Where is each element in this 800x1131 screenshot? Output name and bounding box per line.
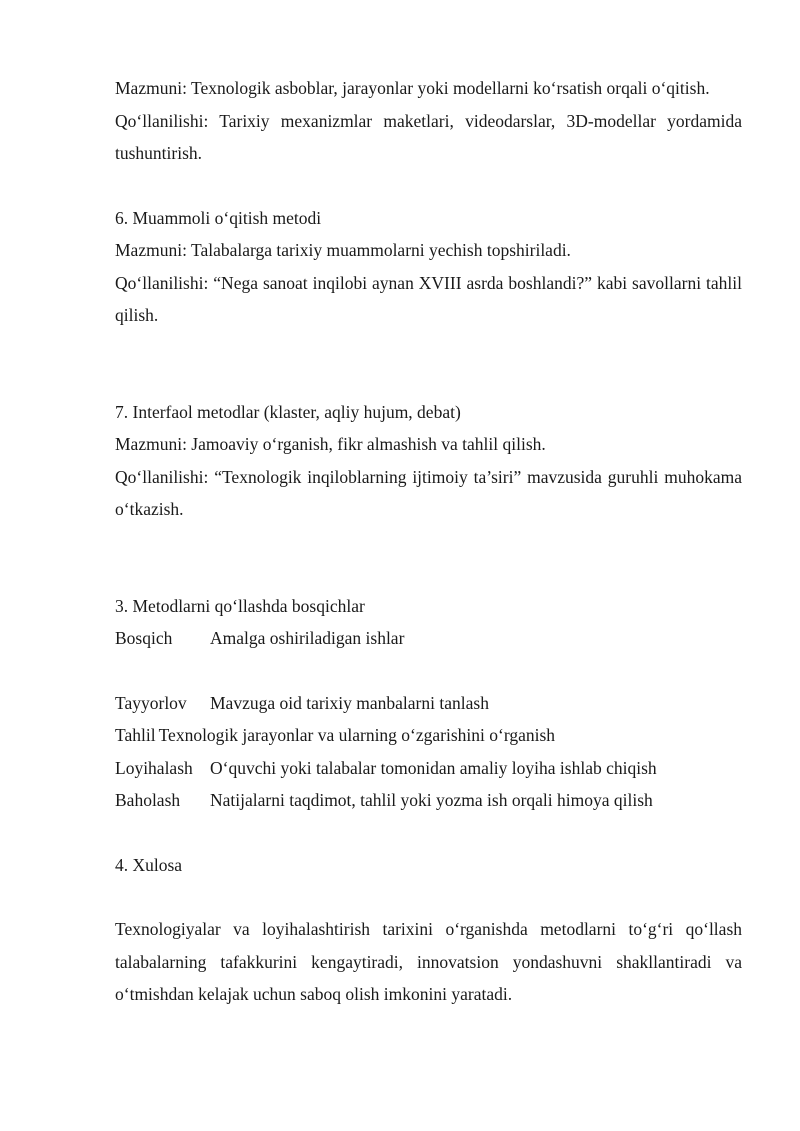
spacer [115, 881, 742, 913]
section6-content: Mazmuni: Talabalarga tarixiy muammolarni yechish topshiriladi. [115, 240, 571, 260]
stages-heading: 3. Metodlarni qo‘llashda bosqichlar [115, 595, 365, 616]
stage-work: Mavzuga oid tarixiy manbalarni tanlash [210, 692, 489, 713]
spacer [115, 526, 742, 590]
conclusion-text: Texnologiyalar va loyihalashtirish tarixini o‘rganishda metodlarni to‘g‘ri qo‘llash talabalarning tafakkurini kengaytiradi, innovatsion yondashuvni shakllantiradi va o‘tmishdan kelajak uchun saboq olish imkonini yaratadi. [115, 919, 742, 1004]
stage-work: Texnologik jarayonlar va ularning o‘zgarishini o‘rganish [158, 725, 556, 745]
spacer [115, 655, 742, 687]
section5-content: Mazmuni: Texnologik asboblar, jarayonlar yoki modellarni ko‘rsatish orqali o‘qitish. [115, 78, 710, 98]
stage-name: Tahlil [115, 725, 156, 745]
table-row [115, 784, 742, 817]
table-row [115, 719, 742, 752]
section7-usage: Qo‘llanilishi: “Texnologik inqiloblarning ijtimoiy ta’siri” mavzusida guruhli muhokama o‘tkazish. [115, 466, 742, 519]
stage-name: Baholash [115, 790, 181, 810]
spacer [115, 817, 742, 849]
stage-name: Loyihalash [115, 757, 193, 778]
section5-usage: Qo‘llanilishi: Tarixiy mexanizmlar maketlari, videodarslar, 3D-modellar yordamida tushuntirish. [115, 110, 742, 163]
stage-name: Tayyorlov [115, 692, 187, 713]
table-row [115, 687, 742, 720]
table-row [115, 752, 742, 785]
stages-header-stage: Bosqich [115, 628, 173, 648]
spacer [115, 170, 742, 202]
stages-header-work: Amalga oshiriladigan ishlar [210, 628, 405, 648]
stage-work: O‘quvchi yoki talabalar tomonidan amaliy loyiha ishlab chiqish [210, 757, 657, 778]
stages-table-header [115, 622, 742, 655]
section6-heading: 6. Muammoli o‘qitish metodi [115, 207, 322, 228]
section6-usage: Qo‘llanilishi: “Nega sanoat inqilobi aynan XVIII asrda boshlandi?” kabi savollarni tahlil qilish. [115, 272, 742, 325]
spacer [115, 332, 742, 396]
conclusion-heading: 4. Xulosa [115, 854, 183, 875]
stage-work: Natijalarni taqdimot, tahlil yoki yozma ish orqali himoya qilish [210, 790, 653, 810]
document-page [115, 72, 742, 1011]
section7-content: Mazmuni: Jamoaviy o‘rganish, fikr almashish va tahlil qilish. [115, 434, 546, 454]
section7-heading: 7. Interfaol metodlar (klaster, aqliy hujum, debat) [115, 401, 461, 422]
